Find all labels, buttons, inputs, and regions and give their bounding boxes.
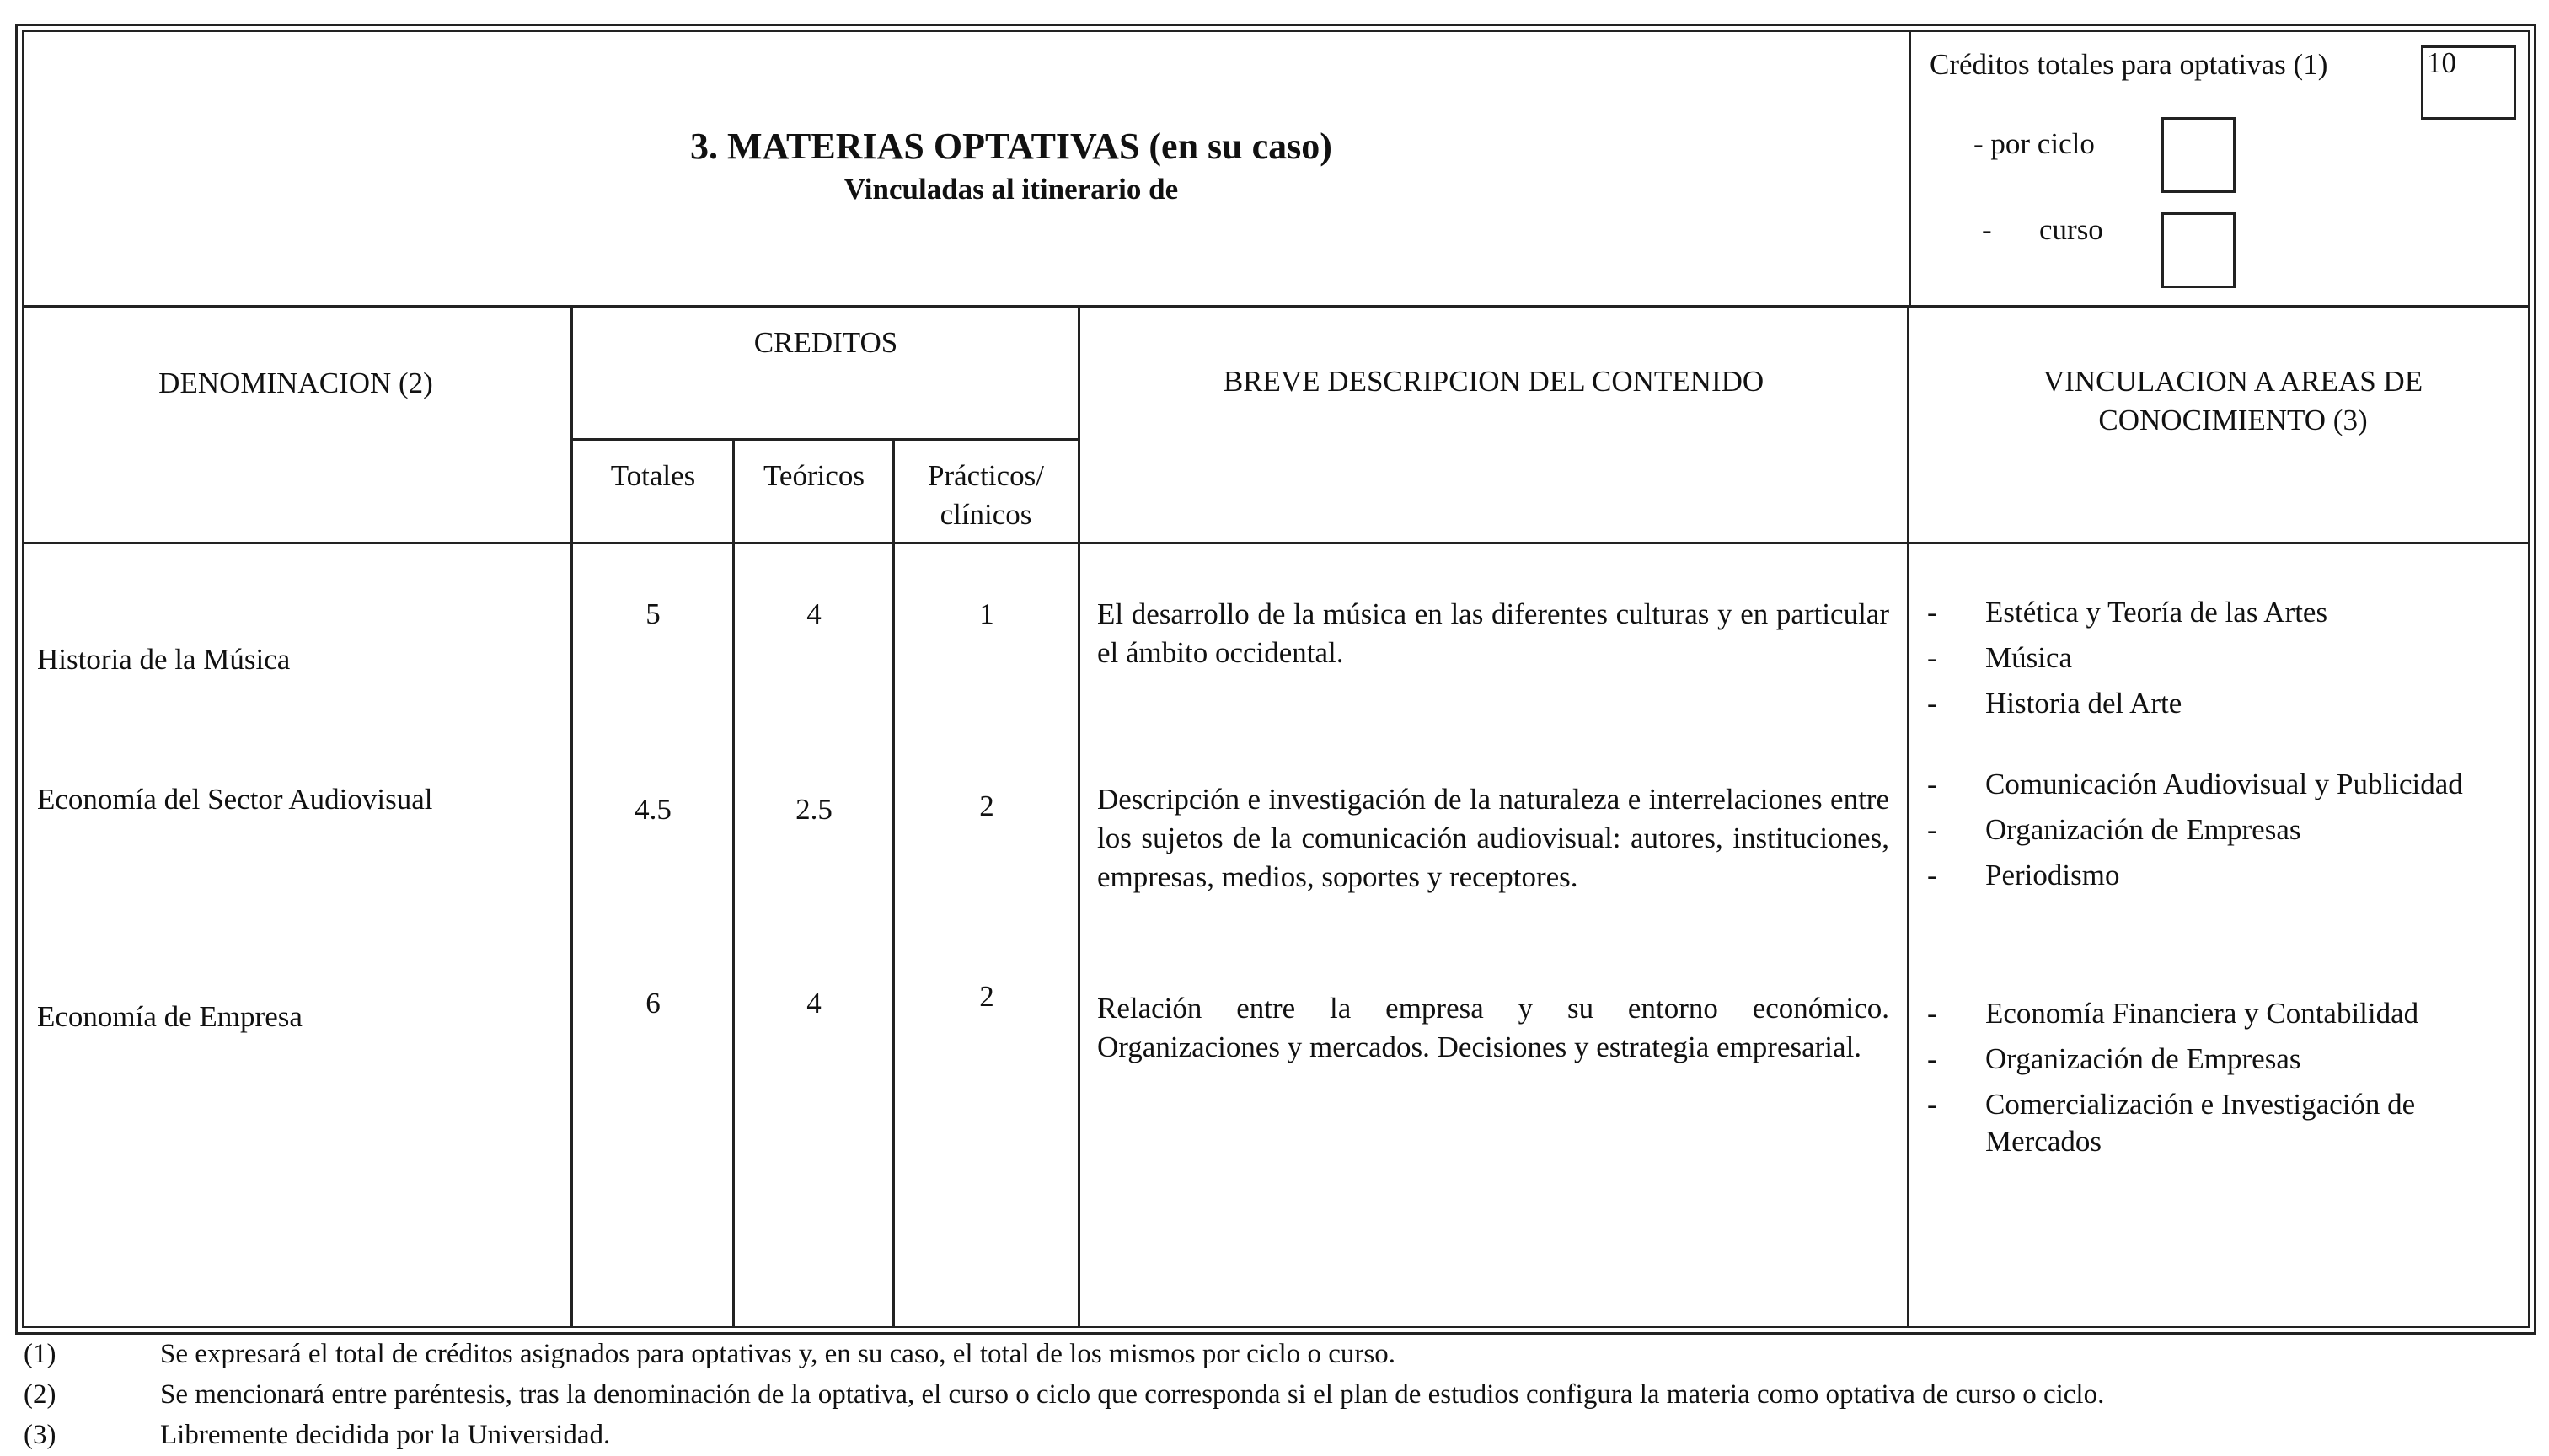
row1-practicos: 1 [979,597,994,630]
row3-teoricos: 4 [806,987,822,1020]
footnote-num: (2) [24,1379,56,1410]
row3-name: Economía de Empresa [37,1000,303,1033]
header-descripcion: BREVE DESCRIPCION DEL CONTENIDO [1223,365,1764,398]
credits-total-label: Créditos totales para optativas (1) [1930,48,2328,81]
header-practicos: Prácticos/ clínicos [927,459,1045,531]
footnote-text: Se mencionará entre paréntesis, tras la denominación de la optativa, el curso o ciclo que corresponda si el plan de estudios configura la materia como optativa de curso o ciclo. [160,1379,2105,1410]
row2-description: Descripción e investigación de la naturaleza e interrelaciones entre los sujetos de la comunicación audiovisual: autores, instituciones, empresas, medios, soportes y receptores. [1097,783,1889,893]
row3-practicos: 2 [979,980,994,1013]
row2-totales: 4.5 [635,793,672,826]
footnote-text: Se expresará el total de créditos asignados para optativas y, en su caso, el total de los mismos por ciclo o curso. [160,1339,1395,1369]
header-right-divider [1909,30,1911,306]
row1-area-bullet: - [1927,596,1937,629]
row1-description: El desarrollo de la música en las diferentes culturas y en particular el ámbito occidental. [1097,597,1889,669]
row1-area: Historia del Arte [1985,687,2182,720]
header-totales: Totales [610,459,696,492]
row2-area: Periodismo [1985,859,2120,891]
row3-area: Organización de Empresas [1985,1042,2301,1075]
row3-area-bullet: - [1927,1088,1937,1121]
credits-subheader-divider [570,438,1080,441]
row2-area: Organización de Empresas [1985,813,2301,846]
row1-totales: 5 [645,597,661,630]
header-denominacion: DENOMINACION (2) [158,367,433,399]
footnote-num: (3) [24,1420,56,1450]
per-course-label: curso [2039,213,2103,246]
row3-area: Comercialización e Investigación de Mercados [1985,1088,2416,1158]
per-cycle-label: - por ciclo [1973,127,2095,160]
row2-area-bullet: - [1927,859,1937,891]
header-divider [22,305,2530,308]
credits-total-value: 10 [2427,46,2456,79]
row2-area-bullet: - [1927,768,1937,800]
row2-area-bullet: - [1927,813,1937,846]
row2-area: Comunicación Audiovisual y Publicidad [1985,768,2463,800]
row2-practicos: 2 [979,790,994,822]
col-divider-3 [892,438,895,1326]
row3-area-bullet: - [1927,997,1937,1030]
row3-area-bullet: - [1927,1042,1937,1075]
row3-area: Economía Financiera y Contabilidad [1985,997,2419,1030]
footnote-text: Libremente decidida por la Universidad. [160,1420,611,1450]
per-course-dash: - [1982,213,1992,246]
row1-name: Historia de la Música [37,643,291,676]
footnote-num: (1) [24,1339,56,1369]
row3-description: Relación entre la empresa y su entorno económico. Organizaciones y mercados. Decisiones y estrategia empresarial. [1097,992,1889,1063]
row2-name: Economía del Sector Audiovisual [37,783,433,816]
row2-teoricos: 2.5 [795,793,833,826]
section-subtitle: Vinculadas al itinerario de [843,173,1179,206]
column-header-divider [22,542,2530,544]
row1-area: Estética y Teoría de las Artes [1985,596,2328,629]
col-divider-5 [1907,305,1909,1326]
header-vinculacion: VINCULACION A AREAS DE CONOCIMIENTO (3) [2043,365,2423,436]
row1-teoricos: 4 [806,597,822,630]
col-divider-2 [732,438,735,1326]
per-cycle-box [2161,117,2236,193]
per-course-box [2161,212,2236,288]
row1-area: Música [1985,641,2073,674]
row1-area-bullet: - [1927,641,1937,674]
section-title: 3. MATERIAS OPTATIVAS (en su caso) [690,126,1332,167]
row3-totales: 6 [645,987,661,1020]
header-teoricos: Teóricos [763,459,865,492]
header-creditos: CREDITOS [753,326,898,359]
row1-area-bullet: - [1927,687,1937,720]
